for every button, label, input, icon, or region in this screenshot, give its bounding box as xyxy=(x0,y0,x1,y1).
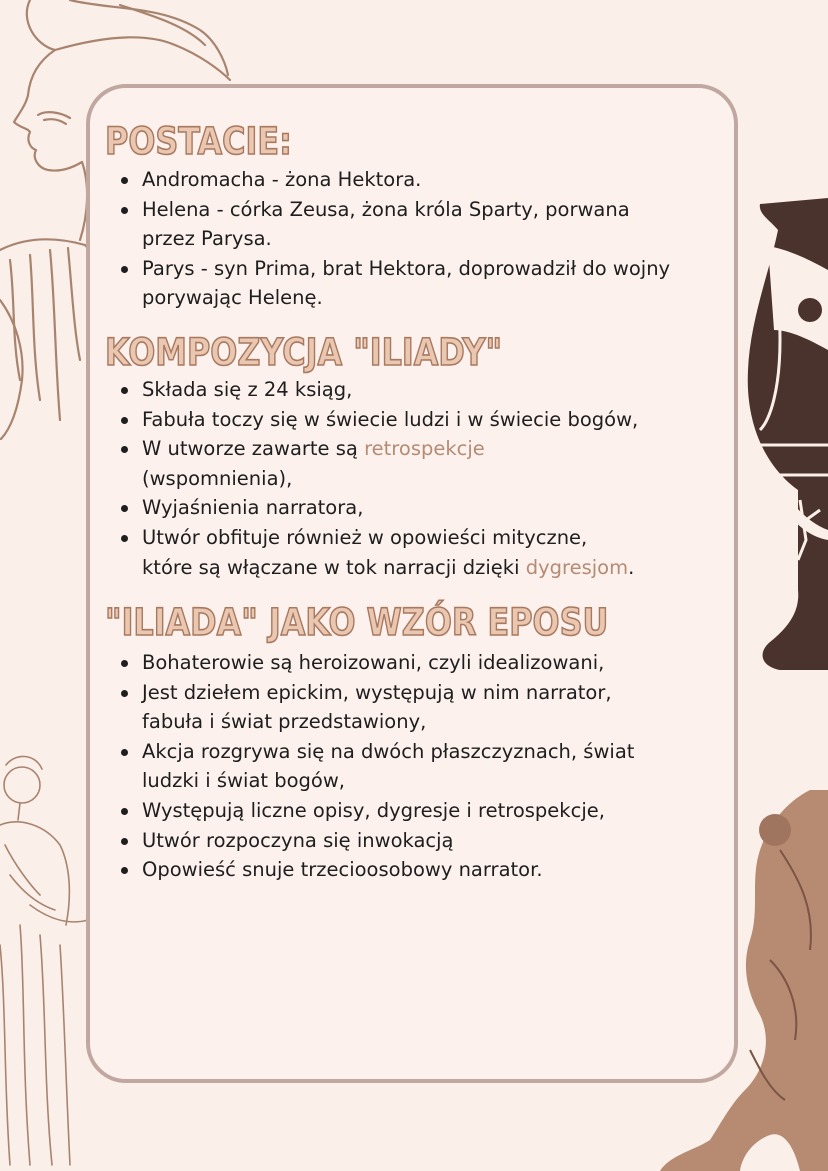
section-list-iliada-epos xyxy=(142,648,634,885)
section-title-kompozycja: KOMPOZYCJA "ILIADY" xyxy=(105,331,503,374)
list-item: W utworze zawarte są retrospekcje (wspomnienia), xyxy=(142,434,638,493)
list-item: Akcja rozgrywa się na dwóch płaszczyznach, świat ludzki i świat bogów, xyxy=(142,737,634,796)
list-item: Fabuła toczy się w świecie ludzi i w świecie bogów, xyxy=(142,405,638,435)
greek-amphora-illustration xyxy=(740,190,828,680)
list-item: Bohaterowie są heroizowani, czyli idealizowani, xyxy=(142,648,634,678)
list-item: Opowieść snuje trzecioosobowy narrator. xyxy=(142,855,634,885)
section-list-postacie xyxy=(142,165,670,313)
list-item: Jest dziełem epickim, występują w nim narrator, fabuła i świat przedstawiony, xyxy=(142,678,634,737)
list-item: Parys - syn Prima, brat Hektora, doprowadził do wojny porywając Helenę. xyxy=(142,254,670,313)
highlight-term: dygresjom xyxy=(525,555,629,579)
list-item: Andromacha - żona Hektora. xyxy=(142,165,670,195)
list-item: Utwór rozpoczyna się inwokacją xyxy=(142,826,634,856)
section-title-iliada-epos: "ILIADA" JAKO WZÓR EPOSU xyxy=(105,601,609,644)
list-item: Utwór obfituje również w opowieści mityczne, które są włączane w tok narracji dzięki dygresjom. xyxy=(142,523,638,582)
list-item: Występują liczne opisy, dygresje i retrospekcje, xyxy=(142,796,634,826)
section-list-kompozycja xyxy=(142,375,638,582)
section-title-postacie: POSTACIE: xyxy=(105,120,292,163)
list-item: Helena - córka Zeusa, żona króla Sparty, porwana przez Parysa. xyxy=(142,195,670,254)
highlight-term: retrospekcje xyxy=(364,437,485,461)
list-item: Składa się z 24 ksiąg, xyxy=(142,375,638,405)
list-item: Wyjaśnienia narratora, xyxy=(142,493,638,523)
greek-statue-woman-illustration xyxy=(0,745,90,1171)
